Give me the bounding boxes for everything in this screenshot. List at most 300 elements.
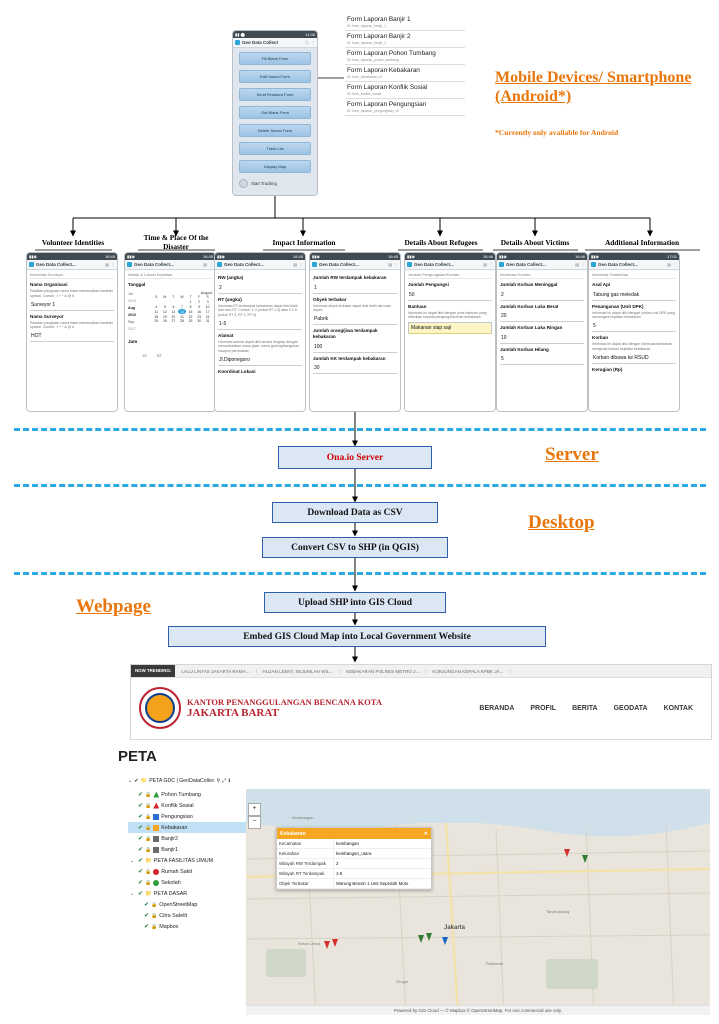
- status-time: 16:45: [387, 254, 398, 259]
- popup-value: kembangan: [333, 839, 431, 848]
- field-hint: Informasi ini dapat diisi dengan jumlah unit DPK yang menangani kejadian kebakaran: [592, 310, 675, 320]
- phone-time-place: [124, 252, 216, 412]
- now-trending-label: NOW TRENDING:: [131, 665, 175, 677]
- field-answer[interactable]: 5: [592, 322, 676, 333]
- calendar-day[interactable]: 23: [197, 314, 201, 319]
- tree-item-sekolah[interactable]: [128, 877, 246, 888]
- menu-send-finalized-form[interactable]: Send Finalized Form: [239, 88, 311, 101]
- field-question: Jumlah Korban Luka Berat: [500, 303, 559, 309]
- field-question: Jumlah Korban Hilang: [500, 346, 549, 352]
- calendar-day[interactable]: 30: [197, 319, 201, 324]
- info-icon[interactable]: ℹ: [228, 778, 231, 784]
- calendar-day[interactable]: 25: [154, 319, 159, 324]
- nav-item-kontak[interactable]: KONTAK: [663, 704, 693, 712]
- status-time: 16:45: [292, 254, 303, 259]
- calendar-day[interactable]: 8: [189, 304, 192, 309]
- column-header-refugees: Details About Refugees: [404, 238, 478, 247]
- tree-item-label: Pengungsian: [161, 813, 193, 820]
- status-time: 16:45: [202, 254, 213, 259]
- calendar-day[interactable]: 26: [162, 319, 167, 324]
- status-bar: [310, 253, 400, 260]
- app-logo-icon: [29, 262, 34, 267]
- checkbox-icon[interactable]: ✔: [138, 847, 144, 853]
- weekday: T: [189, 295, 192, 300]
- tree-item-rumah-sakit[interactable]: [128, 866, 246, 877]
- tree-item-label: Banjir2: [161, 835, 179, 842]
- save-icon[interactable]: ▤: [388, 262, 392, 267]
- calendar-day[interactable]: 2: [198, 300, 201, 305]
- calendar[interactable]: [152, 291, 212, 333]
- field-hint: Pastikan pengisian nama tidak memasukkan karakter spesial. Contoh: :/ + * & @ #: [30, 320, 113, 330]
- overflow-menu-icon[interactable]: ⋮: [209, 262, 213, 267]
- tree-item-label: PETA FASILITAS UMUM: [153, 857, 214, 864]
- field-question: Kerugian (Rp): [592, 366, 623, 372]
- calendar-day[interactable]: 21: [180, 314, 184, 319]
- checkbox-icon[interactable]: ✔: [138, 803, 144, 809]
- popup-header: [277, 828, 431, 839]
- nav-item-profil[interactable]: PROFIL: [530, 704, 557, 712]
- checkbox-icon[interactable]: ✔: [138, 891, 144, 897]
- divider-desktop-webpage: [14, 572, 706, 575]
- weekday: T: [172, 295, 175, 300]
- tree-item-label: Banjir1: [161, 846, 179, 853]
- government-website: [130, 664, 712, 740]
- ticker-item[interactable]: HUJAN LEBAT, SEJUMLAH WIL...: [257, 669, 341, 674]
- section-header: Jumlah Pengungsian/Korban: [408, 272, 492, 279]
- overflow-menu-icon[interactable]: ⋮: [111, 262, 115, 267]
- tree-group-fasilitas-umum[interactable]: [128, 855, 246, 866]
- popup-row: [277, 859, 431, 869]
- menu-display-map[interactable]: Display Map: [239, 160, 311, 173]
- calendar-day[interactable]: 22: [188, 314, 193, 319]
- nav-item-beranda[interactable]: BERANDA: [479, 704, 515, 712]
- app-bar: [589, 260, 679, 270]
- column-header-time-place: Time & Place Of the Disaster: [143, 233, 209, 251]
- divider-mobile-server: [14, 428, 706, 431]
- embed-map-box[interactable]: Embed GIS Cloud Map into Local Government Website: [168, 626, 546, 647]
- form-id: ID: form_konflik_sosial: [347, 92, 382, 96]
- calendar-day[interactable]: 6: [172, 304, 175, 309]
- popup-key: Wilayah RW Terdampak: [279, 861, 326, 866]
- month-option[interactable]: Sep: [128, 320, 135, 324]
- app-bar: [215, 260, 305, 270]
- menu-delete-saved-form[interactable]: Delete Saved Form: [239, 124, 311, 137]
- map-pin-pohon-tumbang[interactable]: [426, 933, 432, 941]
- form-title: Form Laporan Banjir 1: [347, 16, 411, 23]
- checkbox-icon[interactable]: ✔: [144, 913, 150, 919]
- site-title-line1: KANTOR PENANGGULANGAN BENCANA KOTA: [187, 697, 382, 707]
- calendar-day[interactable]: 13: [171, 309, 176, 314]
- map-attribution: Powered by GIS Cloud — © Mapbox © OpenStreetMap. For non commercial use only.: [246, 1005, 710, 1015]
- start-tracking-row[interactable]: [239, 179, 311, 188]
- search-icon[interactable]: ⚲: [216, 778, 221, 784]
- popup-key: Wilayah RT Terdampak: [279, 871, 325, 876]
- app-logo-icon: [591, 262, 596, 267]
- popup-value: Warung Bensin 1 Unit Sepedah Moto: [333, 879, 431, 888]
- status-icons: ▮▮ ⬤: [235, 32, 245, 37]
- tree-item-label: Rumah Sakit: [161, 868, 193, 875]
- tree-item-banjir2[interactable]: [128, 833, 246, 844]
- field-answer[interactable]: 5: [500, 355, 584, 366]
- layer-symbol-icon: [153, 792, 159, 798]
- status-icons: ▮▮◉: [312, 254, 320, 259]
- field-answer[interactable]: 100: [313, 342, 397, 353]
- calendar-day[interactable]: 31: [205, 319, 210, 324]
- app-logo-icon: [407, 262, 412, 267]
- form-body: [405, 270, 495, 411]
- agency-logo-icon: [139, 687, 181, 729]
- field-answer[interactable]: 50: [408, 290, 492, 301]
- layer-tree: [128, 789, 246, 932]
- field-answer[interactable]: Tabung gas meledak: [592, 290, 676, 301]
- map-pin-kebakaran[interactable]: [332, 939, 338, 947]
- save-icon[interactable]: ▤: [203, 262, 207, 267]
- app-bar: [125, 260, 215, 270]
- field-answer[interactable]: 1-5: [218, 319, 302, 330]
- feature-popup[interactable]: [276, 827, 432, 890]
- ticker-item[interactable]: KEBAKARAN POLRES METRO J...: [340, 669, 426, 674]
- checkbox-icon[interactable]: ✔: [138, 880, 144, 886]
- month-option[interactable]: Jul: [128, 292, 133, 296]
- nav-item-geodata[interactable]: GEODATA: [613, 704, 648, 712]
- tree-item-citra-satelit[interactable]: [128, 910, 246, 921]
- status-time: 16:46: [574, 254, 585, 259]
- site-header: [131, 678, 711, 738]
- list-item[interactable]: [345, 82, 465, 99]
- expand-icon[interactable]: ⤢: [222, 777, 227, 784]
- lock-icon: 🔒: [145, 868, 152, 875]
- calendar-day[interactable]: 16: [197, 309, 201, 314]
- map-pin-pohon-tumbang[interactable]: [418, 935, 424, 943]
- field-question: Jumlah Korban Luka Ringan: [500, 325, 563, 330]
- app-logo-icon: [235, 40, 240, 45]
- layer-toolbar: [128, 775, 246, 787]
- popup-row: [277, 879, 431, 889]
- form-list: [345, 14, 465, 116]
- zoom-in-button[interactable]: +: [248, 803, 261, 816]
- year-option[interactable]: 2017: [128, 327, 136, 331]
- calendar-day-selected[interactable]: 14: [178, 309, 187, 314]
- field-hint: Pastikan pengisian nama tidak memasukkan karakter spesial. Contoh: :/ + * & @ #: [30, 289, 113, 298]
- map-label-kembangan: Kembangan: [292, 815, 314, 820]
- field-question: Jumlah Pengungsi: [408, 282, 449, 287]
- map-pin-konflik-sosial[interactable]: [564, 849, 570, 857]
- time-hour[interactable]: 15: [142, 353, 147, 358]
- phone-refugees: [404, 252, 496, 412]
- calendar-day[interactable]: 28: [180, 319, 184, 324]
- map-pin-kebakaran[interactable]: [324, 941, 330, 949]
- field-answer[interactable]: Jl.Diponegoro: [218, 356, 302, 367]
- weekday: S: [155, 295, 158, 300]
- field-question: Tanggal: [128, 282, 146, 287]
- zoom-out-button[interactable]: −: [248, 816, 261, 829]
- status-bar: [27, 253, 117, 260]
- list-item[interactable]: [345, 99, 465, 116]
- chevron-down-icon[interactable]: ⌄: [130, 890, 135, 897]
- status-bar: [233, 31, 317, 38]
- convert-shp-box[interactable]: Convert CSV to SHP (in QGIS): [262, 537, 448, 558]
- trending-bar: [131, 665, 711, 678]
- checkbox-icon[interactable]: ✔: [138, 836, 144, 842]
- start-tracking-label: Start Tracking: [251, 181, 277, 186]
- status-bar: [215, 253, 305, 260]
- field-question: Jumlah orang/jiwa terdampak kebakaran: [313, 328, 378, 340]
- field-question: Korban: [592, 335, 609, 341]
- overflow-menu-icon[interactable]: ⋮: [673, 262, 677, 267]
- status-time: 11:36: [305, 32, 315, 37]
- calendar-month-label: August: [200, 291, 212, 295]
- calendar-day[interactable]: 10: [205, 304, 210, 309]
- logo-inner: [145, 693, 175, 723]
- tree-item-pengungsian[interactable]: [128, 811, 246, 822]
- stage-label-desktop: Desktop: [528, 512, 595, 533]
- app-bar: [233, 38, 317, 48]
- app-title: Geo Data Collect...: [134, 262, 174, 267]
- column-header-victims: Details About Victims: [500, 238, 570, 247]
- form-title: Form Laporan Banjir 2: [347, 33, 411, 40]
- phone-volunteer-identity: [26, 252, 118, 412]
- upload-shp-box[interactable]: Upload SHP into GIS Cloud: [264, 592, 446, 613]
- main-menu-body: [233, 48, 317, 195]
- popup-value: kembangan_utara: [333, 849, 431, 858]
- tree-item-label: Mapbox: [159, 923, 179, 930]
- save-icon[interactable]: ▤: [667, 262, 671, 267]
- calendar-day[interactable]: 29: [188, 319, 193, 324]
- map-graphics: [246, 789, 710, 1015]
- status-icons: ▮▮◉: [127, 254, 135, 259]
- save-icon[interactable]: ▤: [575, 262, 579, 267]
- calendar-day[interactable]: 7: [181, 304, 183, 309]
- map-label-tanah-abang: Tanah Abang: [546, 909, 570, 914]
- popup-title: Kebakaran: [280, 830, 306, 837]
- menu-edit-saved-form[interactable]: Edit Saved Form: [239, 70, 311, 83]
- chevron-down-icon[interactable]: ⌄: [130, 857, 135, 864]
- app-bar: [310, 260, 400, 270]
- form-body: [125, 270, 215, 411]
- checkbox-icon[interactable]: ✔: [134, 778, 139, 784]
- calendar-day[interactable]: 1: [189, 300, 192, 305]
- weekday: S: [206, 295, 209, 300]
- overflow-menu-icon[interactable]: ⋮: [311, 40, 315, 45]
- gis-cloud-map: [128, 775, 710, 1015]
- site-title: [187, 697, 382, 719]
- field-answer[interactable]: 2: [500, 290, 584, 301]
- list-item[interactable]: [345, 14, 465, 31]
- calendar-day[interactable]: 20: [171, 314, 176, 319]
- form-id: ID: form_laporan_pohon_tumbang: [347, 58, 399, 62]
- layer-symbol-icon: [153, 847, 159, 853]
- info-icon[interactable]: ⓘ: [305, 39, 309, 45]
- tree-item-pohon-tumbang[interactable]: [128, 789, 246, 800]
- section-header: Waktu & Lokasi Kejadian: [128, 272, 212, 279]
- tree-item-label: Kebakaran: [161, 824, 188, 831]
- tree-item-banjir1[interactable]: [128, 844, 246, 855]
- checkbox-icon[interactable]: ✔: [144, 902, 150, 908]
- overflow-menu-icon[interactable]: ⋮: [394, 262, 398, 267]
- app-bar: [405, 260, 495, 270]
- calendar-day[interactable]: 24: [205, 314, 210, 319]
- form-title: Form Laporan Konflik Sosial: [347, 84, 428, 91]
- menu-track-list[interactable]: Track List: [239, 142, 311, 155]
- app-logo-icon: [499, 262, 504, 267]
- download-csv-box[interactable]: Download Data as CSV: [272, 502, 438, 523]
- calendar-day[interactable]: 27: [171, 319, 176, 324]
- divider-server-desktop: [14, 484, 706, 487]
- checkbox-icon[interactable]: ✔: [138, 792, 144, 798]
- overflow-menu-icon[interactable]: ⋮: [489, 262, 493, 267]
- form-title: Form Laporan Pengungsian: [347, 101, 427, 108]
- form-body: [497, 270, 587, 411]
- site-nav: [479, 705, 703, 712]
- weekday: M: [163, 295, 167, 300]
- nav-item-berita[interactable]: BERITA: [572, 704, 598, 712]
- checkbox-icon[interactable]: ✔: [138, 858, 144, 864]
- month-option-selected[interactable]: Aug: [128, 306, 135, 310]
- weekday: W: [180, 295, 184, 300]
- tree-group-peta-dasar[interactable]: [128, 888, 246, 899]
- field-question-time: Jam: [128, 339, 138, 344]
- lock-icon: 🔒: [151, 923, 158, 930]
- calendar-day[interactable]: 11: [154, 309, 159, 314]
- popup-row: [277, 869, 431, 879]
- map-label-grogol: Grogol: [396, 979, 409, 984]
- checkbox-icon[interactable]: ✔: [138, 825, 144, 831]
- calendar-day[interactable]: 9: [198, 304, 201, 309]
- calendar-day[interactable]: 18: [154, 314, 159, 319]
- list-item[interactable]: [345, 48, 465, 65]
- weekday: F: [198, 295, 201, 300]
- field-answer[interactable]: HOT: [30, 332, 114, 343]
- tree-item-konflik-sosial[interactable]: [128, 800, 246, 811]
- map-pin-sekolah[interactable]: [582, 855, 588, 863]
- app-title: Geo Data Collect...: [36, 262, 76, 267]
- overflow-menu-icon[interactable]: ⋮: [299, 262, 303, 267]
- form-body: [215, 270, 305, 411]
- save-icon[interactable]: ▤: [483, 262, 487, 267]
- status-bar: [589, 253, 679, 260]
- checkbox-icon[interactable]: ✔: [138, 869, 144, 875]
- calendar-day[interactable]: 5: [163, 304, 166, 309]
- list-item[interactable]: [345, 31, 465, 48]
- ticker-item[interactable]: LALU LINTAS JAKARTA RAMA...: [175, 669, 256, 674]
- lock-icon: 🔒: [145, 835, 152, 842]
- section-header: Informasi Surveyor: [30, 272, 114, 279]
- map-pin-pengungsian[interactable]: [442, 937, 448, 945]
- map-label-palmerah: Palmerah: [486, 961, 504, 966]
- menu-fill-blank-form[interactable]: Fill Blank Form: [239, 52, 311, 65]
- menu-get-blank-form[interactable]: Get Blank Form: [239, 106, 311, 119]
- stage-label-server: Server: [545, 444, 599, 465]
- calendar-day[interactable]: 15: [188, 309, 193, 314]
- chevron-down-icon[interactable]: ⌄: [128, 778, 133, 784]
- field-answer[interactable]: 2: [218, 283, 302, 294]
- phone-additional-info: [588, 252, 680, 412]
- status-bar: [497, 253, 587, 260]
- status-bar: [125, 253, 215, 260]
- lock-icon: 🔒: [145, 802, 152, 809]
- field-answer-highlighted[interactable]: Makanan siap saji: [408, 322, 492, 334]
- field-hint: Informasi ini dapat diisi dengan jenis bantuan yang diberikan kepada pengungsi/korban kebakaran: [408, 310, 487, 320]
- tree-item-mapbox[interactable]: [128, 921, 246, 932]
- status-icons: ▮▮◉: [407, 254, 415, 259]
- list-item[interactable]: [345, 65, 465, 82]
- ticker-item[interactable]: KUNJUNGAN KEPALA KPBK JA...: [426, 669, 510, 674]
- tree-item-openstreetmap[interactable]: [128, 899, 246, 910]
- field-question: Alamat: [218, 332, 234, 338]
- zoom-controls[interactable]: [248, 803, 259, 829]
- field-hint: Informasi ini dapat diisi dengan informasi tambahan mengenai korban kejadian kebakaran: [592, 342, 672, 351]
- popup-value: 2: [333, 859, 431, 868]
- tracking-icon: [239, 179, 248, 188]
- calendar-day[interactable]: 12: [162, 309, 167, 314]
- app-logo-icon: [312, 262, 317, 267]
- field-answer[interactable]: 30: [313, 364, 397, 375]
- save-icon[interactable]: ▤: [105, 262, 109, 267]
- app-title: Geo Data Collect...: [414, 262, 454, 267]
- form-title: Form Laporan Pohon Tumbang: [347, 50, 436, 57]
- year-option-selected[interactable]: 2016: [128, 313, 136, 317]
- column-header-additional: Additional Information: [604, 238, 680, 247]
- checkbox-icon[interactable]: ✔: [138, 814, 144, 820]
- status-bar: [405, 253, 495, 260]
- form-id: ID: form_laporan_banjir_2: [347, 41, 387, 45]
- close-icon[interactable]: ✕: [423, 830, 428, 837]
- phone-location-detail: [214, 252, 306, 412]
- map-label-jakarta: Jakarta: [444, 925, 466, 931]
- checkbox-icon[interactable]: ✔: [144, 924, 150, 930]
- app-logo-icon: [217, 262, 222, 267]
- calendar-day[interactable]: 19: [162, 314, 167, 319]
- page-title: PETA: [118, 748, 157, 765]
- map-label-kebon-jeruk: Kebon Jeruk: [298, 941, 321, 946]
- status-icons: ▮▮◉: [591, 254, 599, 259]
- tree-item-label: OpenStreetMap: [159, 901, 198, 908]
- lock-icon: 🔒: [145, 791, 152, 798]
- server-box[interactable]: Ona.io Server: [278, 446, 432, 469]
- save-icon[interactable]: ▤: [293, 262, 297, 267]
- app-title: Geo Data Collect...: [319, 262, 359, 267]
- calendar-day[interactable]: 17: [205, 309, 210, 314]
- app-logo-icon: [127, 262, 132, 267]
- time-minute[interactable]: 52: [156, 353, 162, 358]
- stage-label-mobile: Mobile Devices/ Smartphone (Android*): [495, 69, 692, 105]
- overflow-menu-icon[interactable]: ⋮: [581, 262, 585, 267]
- year-option[interactable]: 2015: [128, 299, 136, 303]
- tree-item-kebakaran[interactable]: [128, 822, 246, 833]
- tree-item-label: Citra Satelit: [159, 912, 188, 919]
- field-question: Obyek terbakar: [313, 296, 347, 302]
- popup-row: [277, 849, 431, 859]
- app-title: Geo Data Collect...: [598, 262, 638, 267]
- field-answer[interactable]: Surveyor 1: [30, 300, 114, 311]
- field-answer[interactable]: Korban dibawa ke RSUD: [592, 353, 676, 364]
- popup-key: Kelurahan: [279, 851, 300, 856]
- map-canvas[interactable]: [246, 789, 710, 1015]
- field-question: RW (angka): [218, 275, 244, 280]
- form-body: [310, 270, 400, 411]
- field-question: Jumlah KK terdampak kebakaran: [313, 355, 386, 361]
- section-header: Informasi Korban: [500, 272, 584, 279]
- calendar-day[interactable]: 3: [206, 300, 209, 305]
- field-answer[interactable]: 1: [313, 283, 397, 294]
- lock-icon: 🔒: [151, 901, 158, 908]
- field-answer[interactable]: 10: [500, 333, 584, 344]
- month-year-picker[interactable]: [128, 291, 150, 333]
- calendar-day[interactable]: 4: [155, 304, 158, 309]
- field-answer[interactable]: Pabrik: [313, 315, 397, 326]
- layer-symbol-icon: [153, 825, 159, 831]
- field-answer[interactable]: 20: [500, 312, 584, 323]
